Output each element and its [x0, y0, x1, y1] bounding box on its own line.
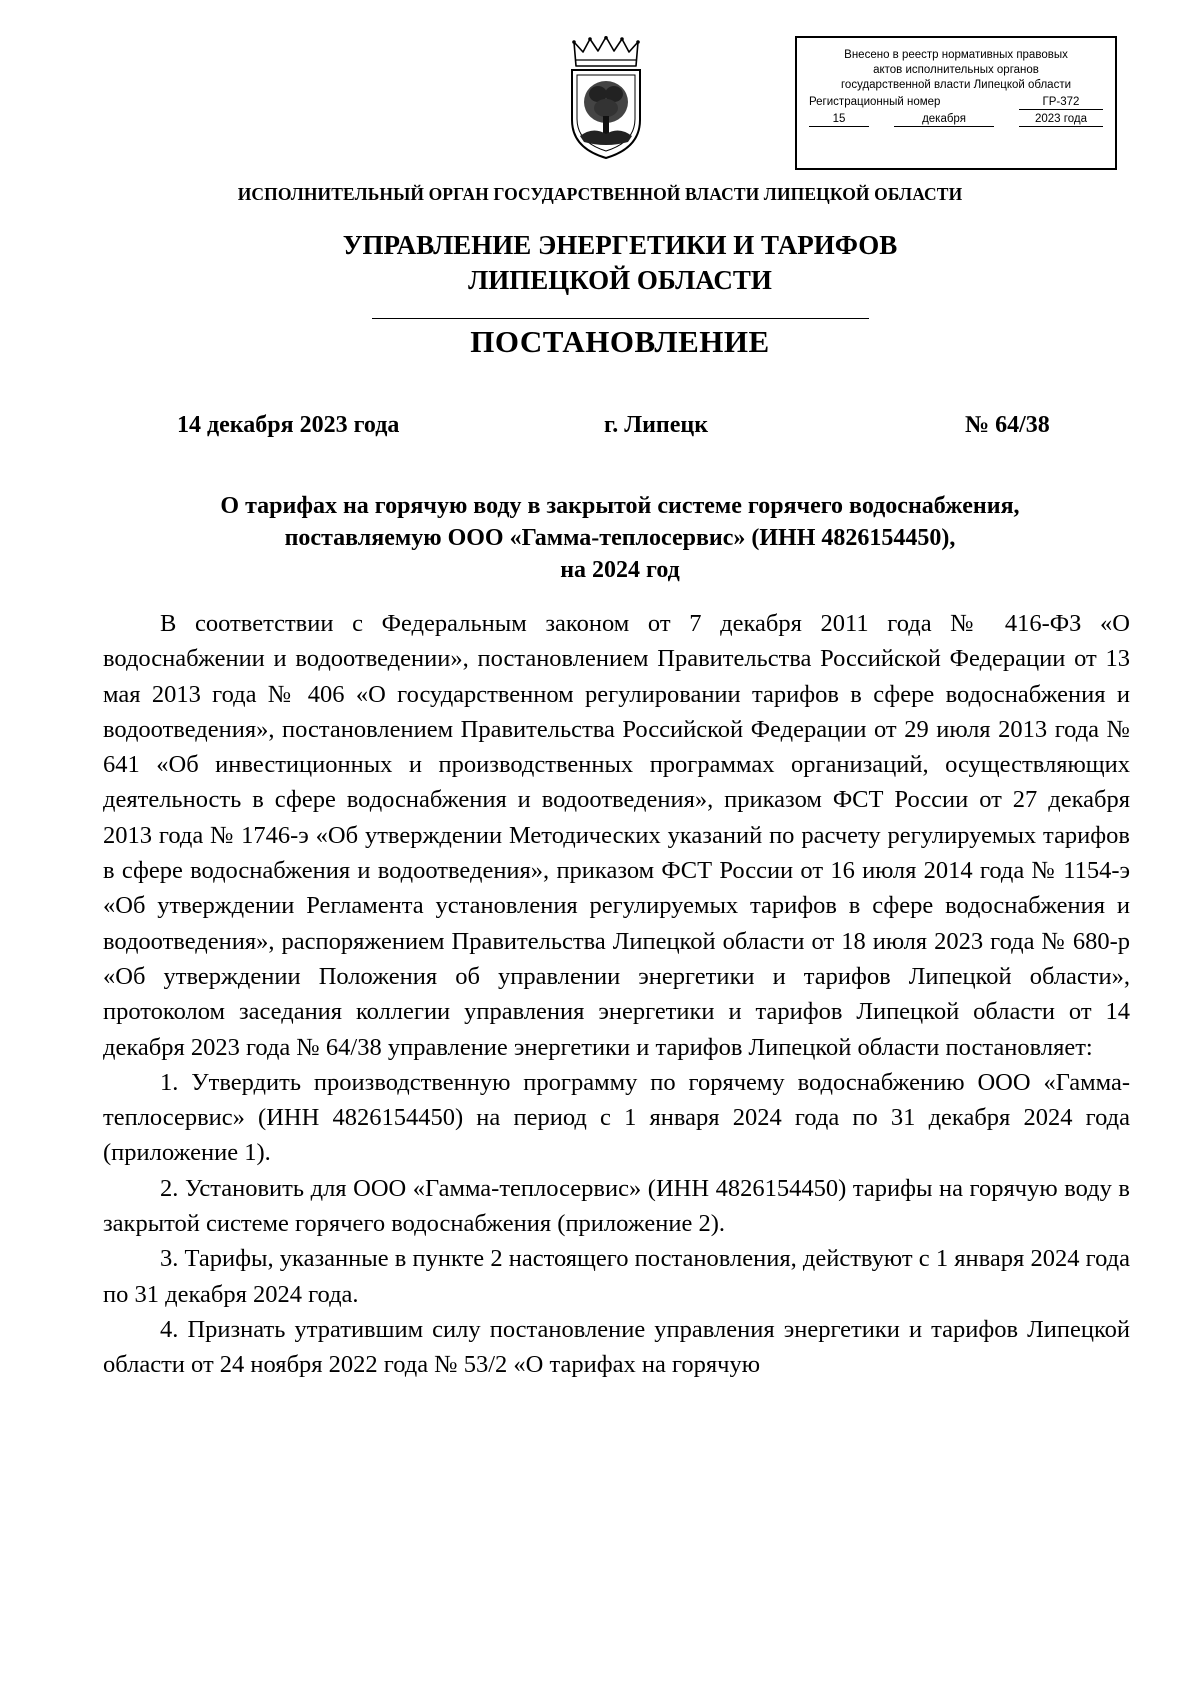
subject-line: на 2024 год — [560, 557, 680, 583]
stamp-reg-number: ГР-372 — [1019, 95, 1103, 110]
subject-line: поставляемую ООО «Гамма-теплосервис» (ИНН 4826154450), — [284, 525, 956, 551]
stamp-month: декабря — [894, 112, 994, 127]
clause-paragraph: 1. Утвердить производственную программу по горячему водоснабжению ООО «Гамма-теплосервис» (ИНН 4826154450) на период с 1 января 2024 года по 31 декабря 2024 года (приложение 1). — [103, 1068, 1130, 1167]
document-subject — [100, 490, 1140, 586]
document-body — [103, 606, 1130, 1383]
stamp-line: Внесено в реестр нормативных правовых — [844, 49, 1068, 61]
department-line: ЛИПЕЦКОЙ ОБЛАСТИ — [468, 265, 772, 295]
document-date: 14 декабря 2023 года — [177, 412, 400, 438]
document-city: г. Липецк — [604, 412, 709, 438]
stamp-day: 15 — [809, 112, 869, 127]
preamble-paragraph: В соответствии с Федеральным законом от 7 декабря 2011 года № 416-ФЗ «О водоснабжении и водоотведении», постановлением Правительства Российской Федерации от 13 мая 2013 года № 406 «О государственном регулировании тарифов в сфере водоснабжения и водоотведения», постановлением Правительства Российской Федерации от 29 июля 2013 года № 641 «Об инвестиционных и производственных программах организаций, осуществляющих деятельность в сфере водоснабжения и водоотведения», приказом ФСТ России от 27 декабря 2013 года № 1746-э «Об утверждении Методических указаний по расчету регулируемых тарифов в сфере водоснабжения и водоотведения», приказом ФСТ России от 16 июля 2014 года № 1154-э «Об утверждении Регламента установления регулируемых тарифов в сфере водоснабжения и водоотведения», распоряжением Правительства Липецкой области от 18 июля 2023 года № 680-р «Об утверждении Положения об управлении энергетики и тарифов Липецкой области», протоколом заседания коллегии управления энергетики и тарифов Липецкой области от 14 декабря 2023 года № 64/38 управление энергетики и тарифов Липецкой области постановляет: — [103, 610, 1130, 1061]
subject-line: О тарифах на горячую воду в закрытой системе горячего водоснабжения, — [220, 493, 1020, 519]
clause-paragraph: 3. Тарифы, указанные в пункте 2 настоящего постановления, действуют с 1 января 2024 года по 31 декабря 2024 года. — [103, 1245, 1130, 1308]
stamp-reg-label: Регистрационный номер — [809, 96, 941, 108]
document-number: № 64/38 — [965, 412, 1050, 438]
coat-of-arms-icon — [568, 36, 644, 160]
stamp-line: государственной власти Липецкой области — [840, 79, 1072, 91]
clause-paragraph: 2. Установить для ООО «Гамма-теплосервис» (ИНН 4826154450) тарифы на горячую воду в закрытой системе горячего водоснабжения (приложение 2). — [103, 1174, 1130, 1238]
authority-title: ИСПОЛНИТЕЛЬНЫЙ ОРГАН ГОСУДАРСТВЕННОЙ ВЛАСТИ ЛИПЕЦКОЙ ОБЛАСТИ — [237, 184, 963, 204]
stamp-year: 2023 года — [1019, 112, 1103, 127]
stamp-line: актов исполнительных органов — [873, 64, 1039, 76]
department-title — [0, 228, 1200, 298]
registration-stamp — [795, 36, 1117, 170]
stamp-reg-row — [803, 95, 1109, 110]
department-line: УПРАВЛЕНИЕ ЭНЕРГЕТИКИ И ТАРИФОВ — [342, 230, 898, 260]
document-type: ПОСТАНОВЛЕНИЕ — [470, 324, 770, 359]
header-divider — [372, 318, 869, 319]
stamp-date-row — [803, 112, 1109, 127]
clause-paragraph: 4. Признать утратившим силу постановление управления энергетики и тарифов Липецкой области от 24 ноября 2022 года № 53/2 «О тарифах на горячую — [103, 1315, 1130, 1379]
